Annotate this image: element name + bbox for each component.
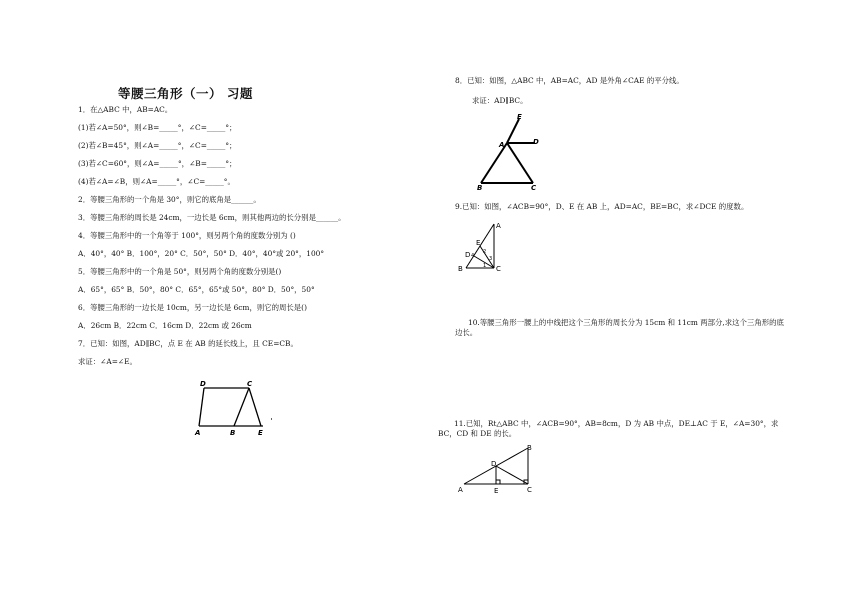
question-5: 5．等腰三角形中的一个角是 50°，则另两个角的度数分别是() [78,267,282,276]
question-6: 6．等腰三角形的一边长是 10cm，另一边长是 6cm，则它的周长是() [78,303,307,312]
fig9-label-a: A [496,222,501,230]
figure-9 [458,220,508,280]
question-1: 1．在△ABC 中，AB=AC。 [78,105,173,114]
fig7-label-e: E [258,429,263,437]
fig9-label-c: C [496,265,501,273]
question-4-options: A．40°，40° B．100°，20° C．50°，50° D．40°，40°或 20°，100° [78,249,325,258]
fig11-label-c: C [527,486,532,494]
figure-11 [458,442,553,497]
fig7-label-c: C [247,380,253,388]
fig11-label-a: A [458,486,463,494]
fig9-angle-2: 2 [483,249,487,255]
fig8-label-b: B [477,184,483,192]
question-7-prove: 求证：∠A=∠E。 [78,357,137,366]
question-5-options: A．65°，65° B．50°，80° C．65°，65°或 50°，80° D．50°，50° [78,285,315,294]
question-6-options: A．26cm B．22cm C．16cm D．22cm 或 26cm [78,321,252,330]
question-1-part-4: (4)若∠A=∠B，则∠A=_____°，∠C=_____°。 [78,177,235,186]
question-3: 3．等腰三角形的周长是 24cm，一边长是 6cm，则其他两边的长分别是______。 [78,213,346,222]
fig11-label-b: B [527,444,532,452]
question-4: 4．等腰三角形中的一个角等于 100°，则另两个角的度数分别为 () [78,231,296,240]
question-9: 9.已知：如图，∠ACB=90°，D、E 在 AB 上，AD=AC，BE=BC，求∠DCE 的度数。 [455,202,749,211]
fig7-label-a: A [195,429,201,437]
fig8-label-d: D [533,138,539,146]
stray-dot [271,418,272,420]
fig9-label-b: B [458,265,463,273]
question-1-part-1: (1)若∠A=50°，则∠B=_____°，∠C=_____°； [78,123,237,132]
page-title: 等腰三角形（一） 习题 [118,86,253,101]
fig7-label-d: D [200,380,206,388]
question-7: 7．已知：如图，AD∥BC，点 E 在 AB 的延长线上，且 CE=CB。 [78,339,298,348]
question-2: 2．等腰三角形的一个角是 30°，则它的底角是______。 [78,195,261,204]
figure-7 [195,380,285,440]
fig9-label-e: E [476,239,481,247]
fig11-label-d: D [491,460,497,468]
fig9-label-d: D [465,251,471,259]
question-10: 10.等腰三角形一腰上的中线把这个三角形的周长分为 15cm 和 11cm 两部分,求这个三角形的底边长。 [455,318,784,337]
question-1-part-2: (2)若∠B=45°，则∠A=_____°，∠C=_____°； [78,141,237,150]
fig7-label-b: B [230,429,236,437]
question-1-part-3: (3)若∠C=60°，则∠A=_____°，∠B=_____°； [78,159,237,168]
fig8-label-a: A [499,141,505,149]
fig9-angle-3: 3 [489,256,493,262]
question-8: 8．已知：如图，△ABC 中，AB=AC，AD 是外角∠CAE 的平分线。 [455,76,684,85]
fig11-label-e: E [494,487,499,495]
fig8-label-c: C [531,184,537,192]
fig9-angle-1: 1 [483,263,487,269]
fig9-angle-4: 4 [471,253,475,259]
figure-8 [475,113,555,193]
fig8-label-e: E [517,113,522,121]
question-8-prove: 求证：AD∥BC。 [472,96,528,105]
question-11: 11.已知，Rt△ABC 中，∠ACB=90°，AB=8cm，D 为 AB 中点，DE⊥AC 于 E，∠A=30°，求 BC，CD 和 DE 的长。 [438,419,779,438]
